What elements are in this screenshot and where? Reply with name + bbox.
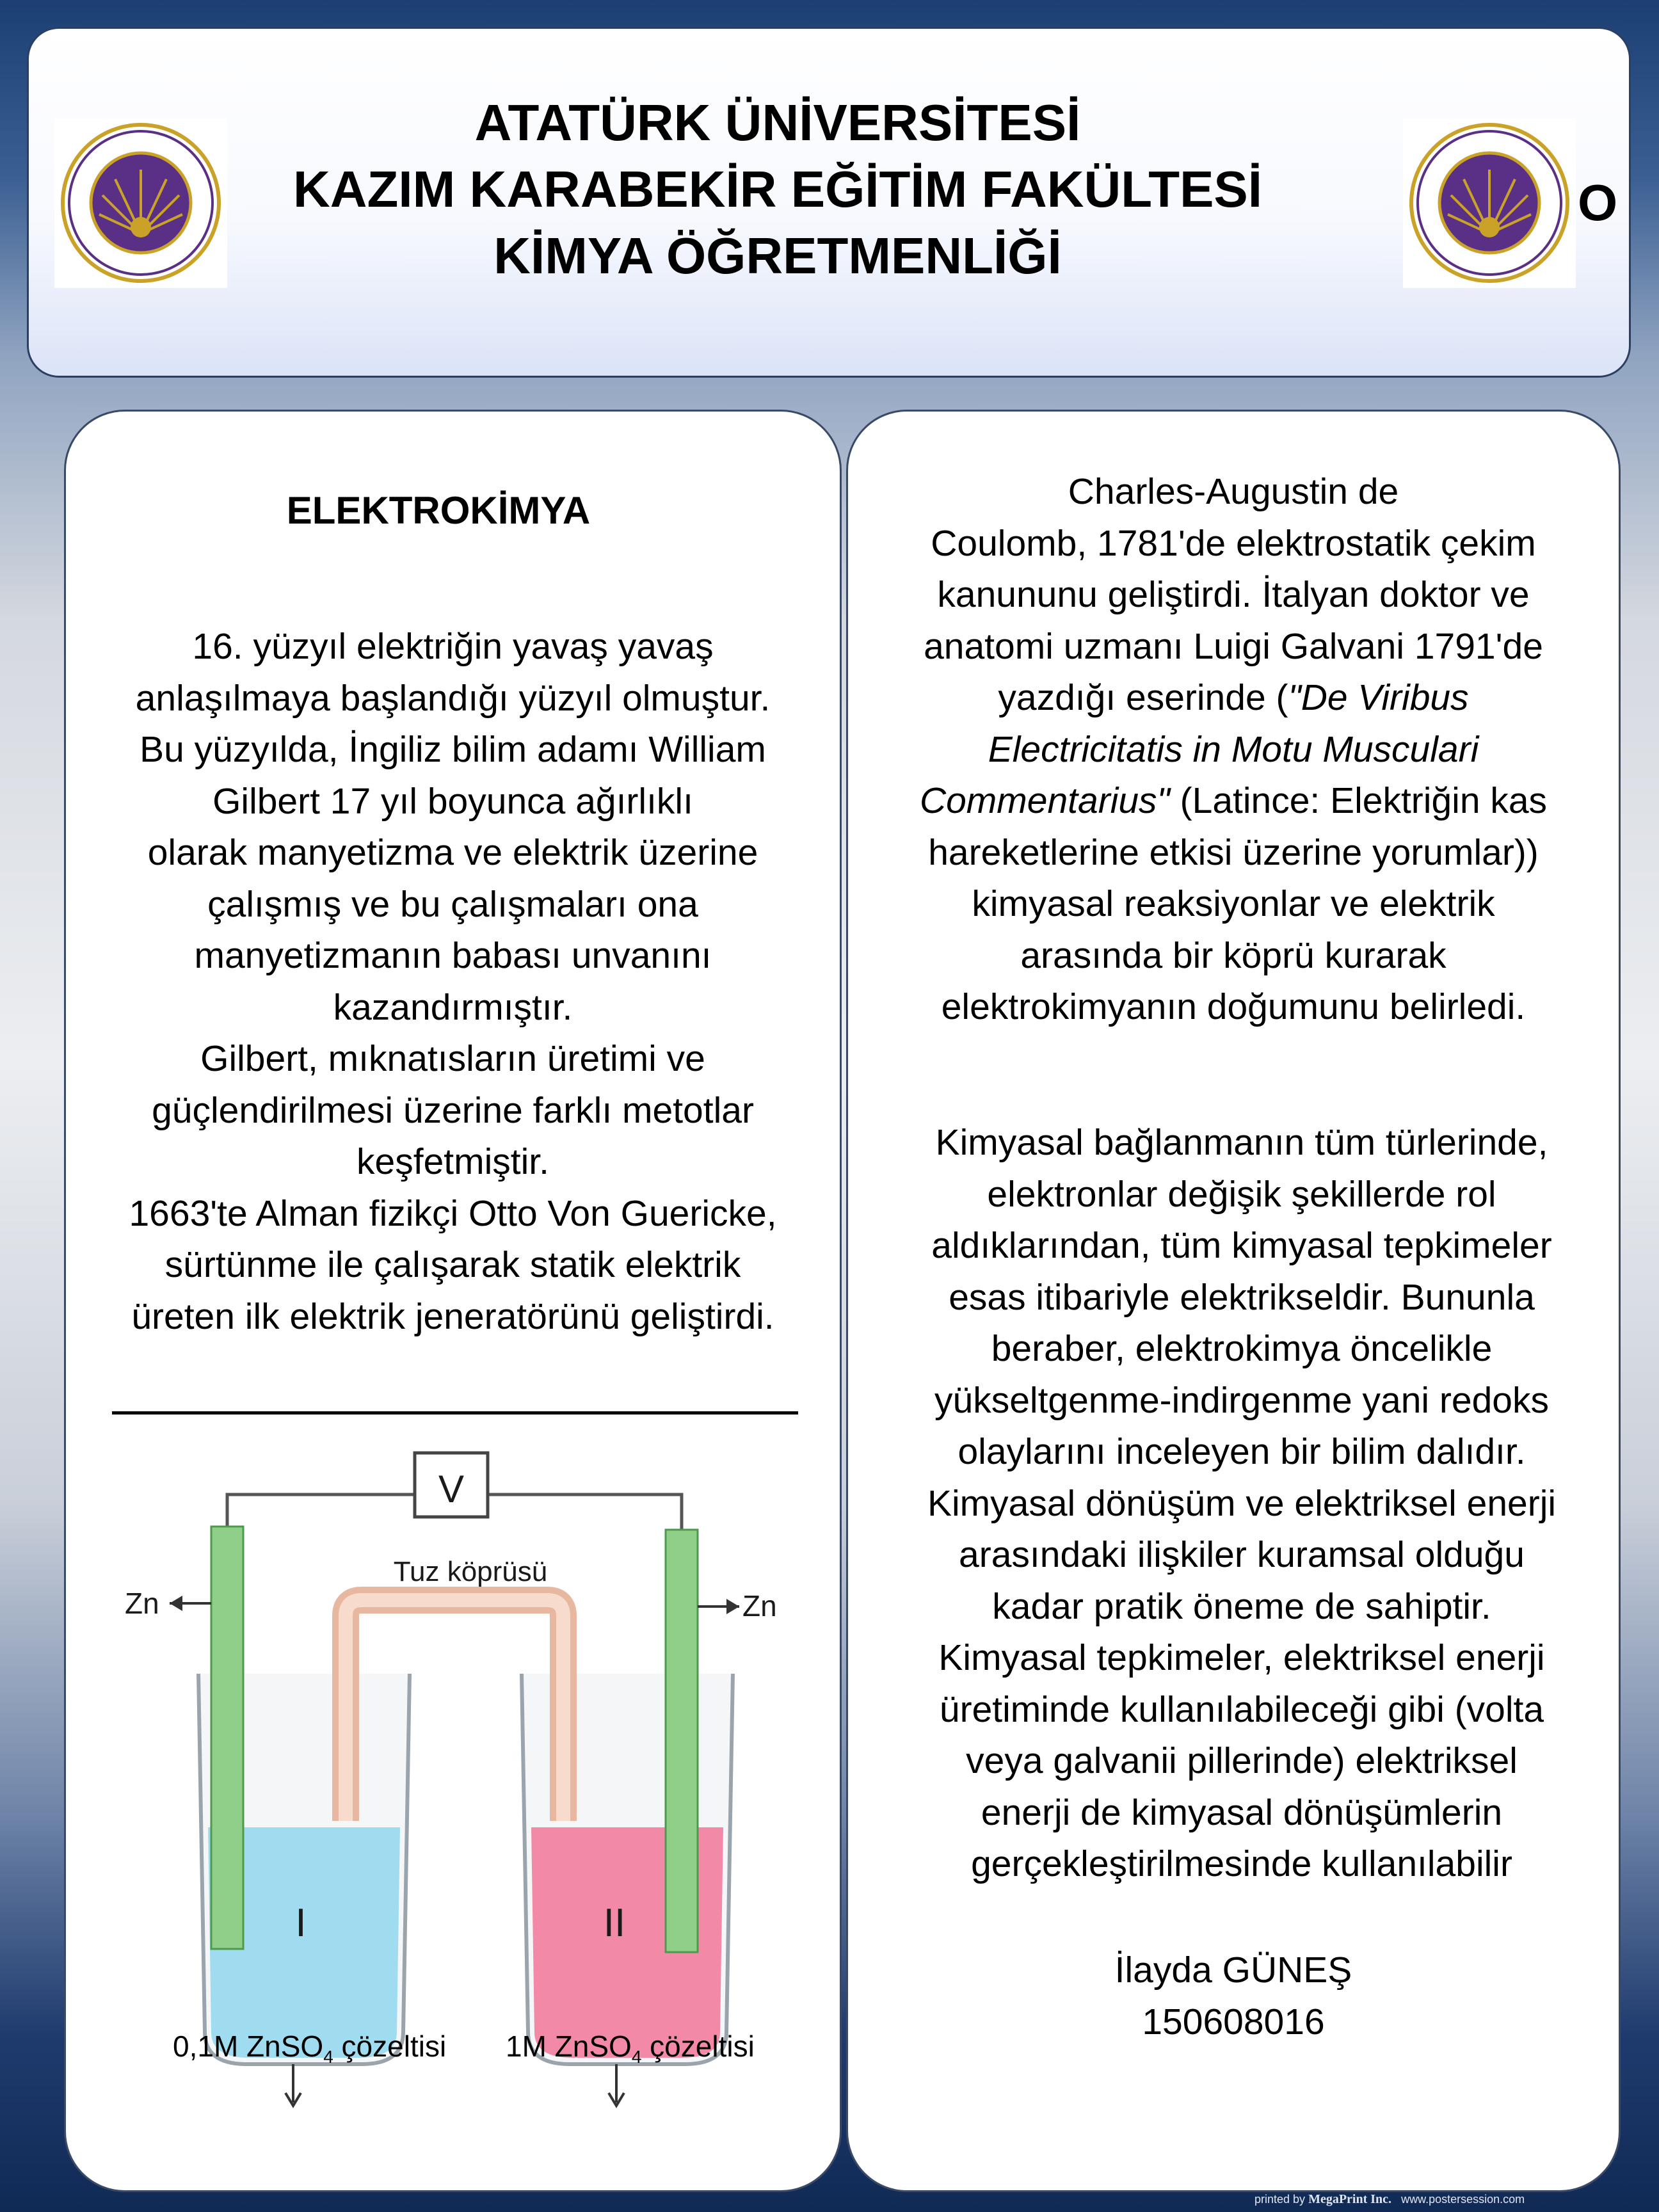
text-line: Gilbert, mıknatısların üretimi ve — [200, 1038, 705, 1079]
text-line: esas itibariyle elektrikseldir. Bununla — [949, 1276, 1535, 1318]
text-line: keşfetmiştir. — [357, 1141, 549, 1182]
university-seal-left — [54, 118, 227, 288]
electrode-left-label: Zn — [125, 1587, 159, 1620]
electrode-left — [211, 1527, 243, 1949]
text-line: güçlendirilmesi üzerine farklı metotlar — [152, 1089, 754, 1131]
text-line: enerji de kimyasal dönüşümlerin — [981, 1791, 1503, 1833]
wire-right — [488, 1495, 682, 1530]
author-block — [846, 1944, 1621, 2048]
header-titles — [234, 90, 1322, 289]
cell-right-label: II — [603, 1901, 626, 1945]
section-heading: ELEKTROKİMYA — [286, 489, 591, 532]
text-line: kimyasal reaksiyonlar ve elektrik — [972, 883, 1495, 924]
text-line: aldıklarından, tüm kimyasal tepkimeler — [931, 1225, 1552, 1266]
text-line: sürtünme ile çalışarak statik elektrik — [164, 1244, 741, 1285]
left-body-text — [64, 621, 842, 1342]
text-line: elektrokimyanın doğumunu belirledi. — [941, 986, 1526, 1027]
text-line: kadar pratik öneme de sahiptir. — [992, 1585, 1491, 1627]
text-line: beraber, elektrokimya öncelikle — [991, 1328, 1493, 1369]
galvanic-cell-diagram — [109, 1424, 806, 2112]
stray-mark: O — [1578, 174, 1618, 231]
text-line: Electricitatis in Motu Musculari — [988, 728, 1479, 770]
text-line: Kimyasal bağlanmanın tüm türlerinde, — [935, 1122, 1548, 1163]
student-number: 150608016 — [1142, 2001, 1325, 2042]
text-line: elektronlar değişik şekillerde rol — [987, 1173, 1496, 1215]
text-line: veya galvanii pillerinde) elektriksel — [966, 1740, 1518, 1781]
voltmeter-label: V — [438, 1468, 465, 1511]
text-line: Kimyasal tepkimeler, elektriksel enerji — [938, 1637, 1545, 1678]
text-line: üretiminde kullanılabileceği gibi (volta — [939, 1688, 1544, 1730]
author-name: İlayda GÜNEŞ — [1114, 1950, 1352, 1991]
text-line: Gilbert 17 yıl boyunca ağırlıklı — [212, 780, 693, 822]
text-line: Coulomb, 1781'de elektrostatik çekim — [931, 522, 1536, 564]
text-line: Bu yüzyılda, İngiliz bilim adamı William — [140, 729, 766, 770]
text-line: Commentarius" (Latince: Elektriğin kas — [919, 780, 1548, 821]
right-para-1 — [846, 466, 1621, 1033]
text-line: üreten ilk elektrik jeneratörünü geliştirdi. — [131, 1295, 774, 1337]
seal-icon — [54, 118, 227, 288]
faculty-name: KAZIM KARABEKİR EĞİTİM FAKÜLTESİ — [293, 161, 1263, 218]
text-line: manyetizmanın babası unvanını — [194, 935, 712, 976]
text-line: kazandırmıştır. — [333, 986, 573, 1028]
text-line: arasında bir köprü kurarak — [1020, 934, 1447, 976]
text-line: yazdığı eserinde ("De Viribus — [998, 677, 1469, 718]
solution-left-label: 0,1M ZnSO$_4$ çözeltisi — [173, 2030, 447, 2067]
text-line: gerçekleştirilmesinde kullanılabilir — [971, 1843, 1512, 1884]
text-line: hareketlerine etkisi üzerine yorumlar)) — [928, 831, 1539, 873]
right-para-2 — [854, 1117, 1629, 1890]
university-name: ATATÜRK ÜNİVERSİTESİ — [474, 94, 1081, 151]
divider-line — [112, 1411, 798, 1415]
wire-left — [227, 1495, 415, 1527]
seal-icon — [1403, 118, 1576, 288]
department-name: KİMYA ÖĞRETMENLİĞİ — [493, 227, 1062, 284]
text-line: Kimyasal dönüşüm ve elektriksel enerji — [927, 1482, 1557, 1524]
salt-bridge-label: Tuz köprüsü — [393, 1556, 548, 1587]
university-seal-right — [1403, 118, 1576, 288]
text-line: 16. yüzyıl elektriğin yavaş yavaş — [192, 626, 714, 667]
text-line: arasındaki ilişkiler kuramsal olduğu — [959, 1534, 1525, 1575]
text-line: olarak manyetizma ve elektrik üzerine — [147, 832, 758, 873]
text-line: anlaşılmaya başlandığı yüzyıl olmuştur. — [135, 677, 771, 719]
text-line: olaylarını inceleyen bir bilim dalıdır. — [958, 1431, 1526, 1472]
electrode-right-label: Zn — [742, 1589, 777, 1623]
text-line: anatomi uzmanı Luigi Galvani 1791'de — [924, 625, 1543, 667]
electrode-right — [666, 1530, 698, 1952]
text-line: kanununu geliştirdi. İtalyan doktor ve — [937, 574, 1530, 615]
printer-credit: printed by MegaPrint Inc. www.postersession.com — [1254, 2192, 1525, 2206]
text-line: çalışmış ve bu çalışmaları ona — [207, 883, 698, 925]
cell-left-label: I — [295, 1901, 307, 1945]
header-banner — [27, 27, 1631, 378]
solution-right-label: 1M ZnSO$_4$ çözeltisi — [506, 2030, 755, 2067]
text-line: 1663'te Alman fizikçi Otto Von Guericke, — [129, 1192, 777, 1234]
text-line: yükseltgenme-indirgenme yani redoks — [934, 1379, 1549, 1421]
text-line: Charles-Augustin de — [1068, 471, 1399, 512]
